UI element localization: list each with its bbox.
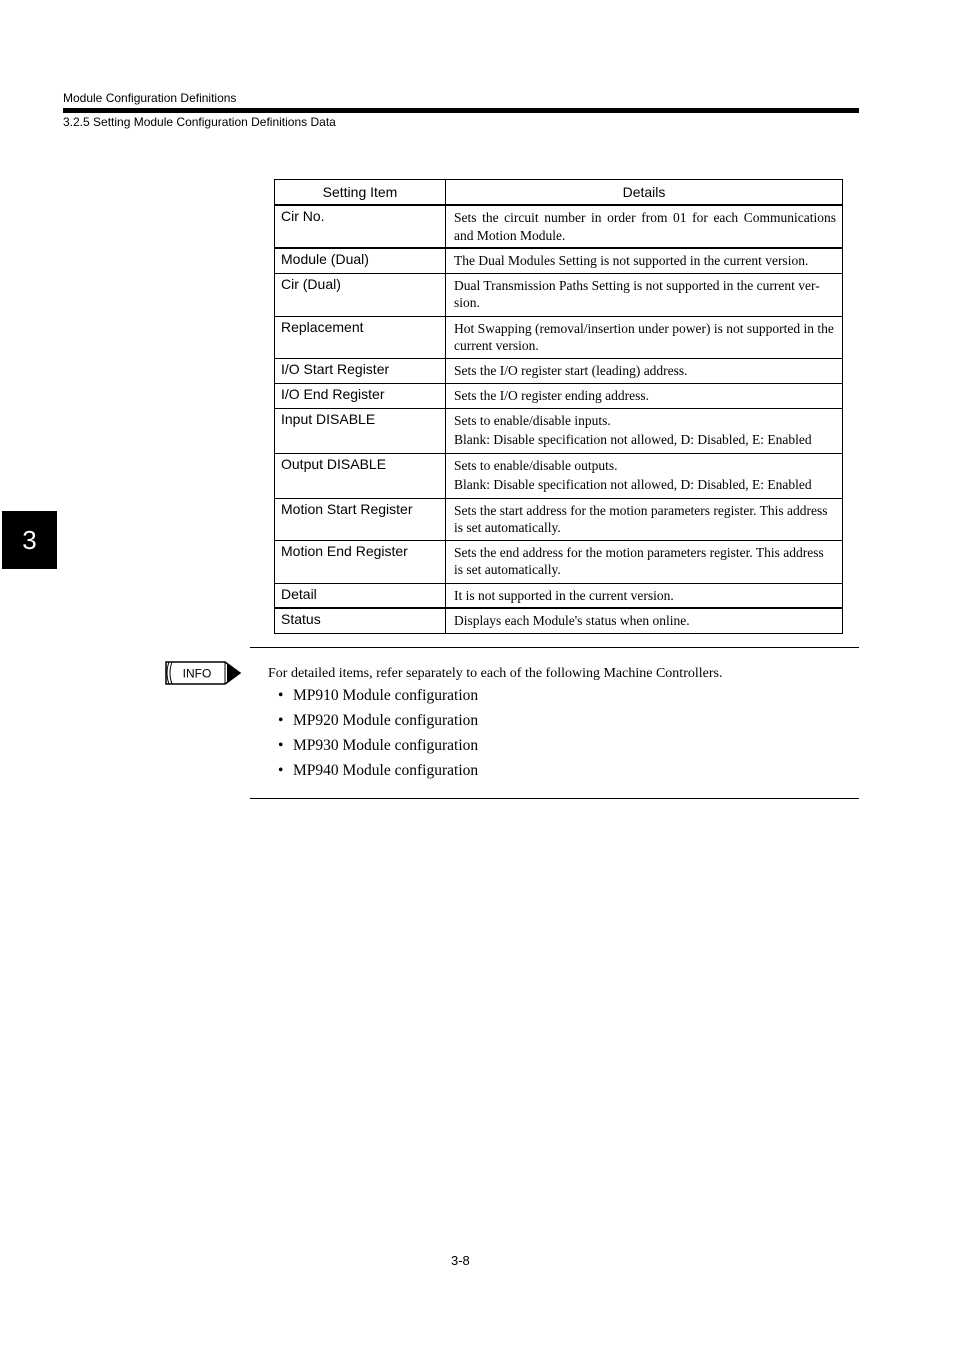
details-line: Blank: Disable specification not allowed, D: Disabled, E: Enabled [454,477,812,492]
setting-item-cell: Status [275,608,446,633]
table-header-row [275,180,843,206]
details-cell [446,408,843,453]
setting-item-cell: Replacement [275,316,446,358]
details-line: Blank: Disable specification not allowed, D: Disabled, E: Enabled [454,432,812,447]
list-item-text: MP910 Module configuration [293,687,479,704]
setting-item-cell: Module (Dual) [275,248,446,273]
table-row [275,608,843,633]
setting-item-cell: Motion Start Register [275,498,446,540]
setting-item-cell: Cir (Dual) [275,273,446,316]
setting-item-cell: I/O End Register [275,383,446,408]
page-number: 3-8 [451,1253,470,1268]
header-rule [63,108,859,113]
running-header-title: Module Configuration Definitions [63,91,237,105]
list-item: • MP940 Module configuration [278,762,479,779]
table-row [275,498,843,540]
details-cell: Sets the end address for the motion parameters register. This address is set automatically. [446,540,843,583]
list-item: • MP920 Module configuration [278,712,479,729]
list-item: • MP930 Module configuration [278,737,479,754]
details-cell: Dual Transmission Paths Setting is not supported in the current ver-sion. [446,273,843,316]
details-line: Sets to enable/disable outputs. [454,457,618,473]
table-row [275,583,843,608]
table-row [275,273,843,316]
details-cell: Displays each Module's status when online. [446,608,843,633]
setting-item-cell: Detail [275,583,446,608]
details-cell: Sets the I/O register start (leading) address. [446,358,843,383]
column-header-setting-item: Setting Item [275,180,446,206]
table-row [275,358,843,383]
setting-item-cell: Cir No. [275,205,446,248]
settings-table [274,179,843,634]
table-row [275,453,843,498]
list-item-text: MP930 Module configuration [293,737,479,754]
setting-item-cell: Motion End Register [275,540,446,583]
setting-item-cell: Output DISABLE [275,453,446,498]
details-cell: Sets the I/O register ending address. [446,383,843,408]
table-row [275,205,843,248]
running-header-subtitle: 3.2.5 Setting Module Configuration Definitions Data [63,115,336,129]
chapter-tab: 3 [2,511,57,569]
table-row [275,248,843,273]
list-item-text: MP920 Module configuration [293,712,479,729]
setting-item-cell: I/O Start Register [275,358,446,383]
list-item: • MP910 Module configuration [278,687,479,704]
table-row [275,408,843,453]
details-cell: It is not supported in the current version. [446,583,843,608]
details-cell: Sets the circuit number in order from 01 for each Communications and Motion Module. [446,205,843,248]
info-icon-label: INFO [182,666,212,681]
details-cell: Hot Swapping (removal/insertion under power) is not supported in the current version. [446,316,843,358]
list-item-text: MP940 Module configuration [293,762,479,779]
info-text: For detailed items, refer separately to each of the following Machine Controllers. [268,666,723,681]
info-list [278,686,478,786]
table-row [275,540,843,583]
table-row [275,316,843,358]
column-header-details: Details [446,180,843,206]
details-cell: The Dual Modules Setting is not supported in the current version. [446,248,843,273]
info-top-rule [250,647,859,648]
setting-item-cell: Input DISABLE [275,408,446,453]
info-pointer-icon [163,659,243,687]
info-bottom-rule [250,798,859,799]
details-cell [446,453,843,498]
table-row [275,383,843,408]
details-cell: Sets the start address for the motion parameters register. This address is set automatically. [446,498,843,540]
details-line: Sets to enable/disable inputs. [454,412,611,428]
